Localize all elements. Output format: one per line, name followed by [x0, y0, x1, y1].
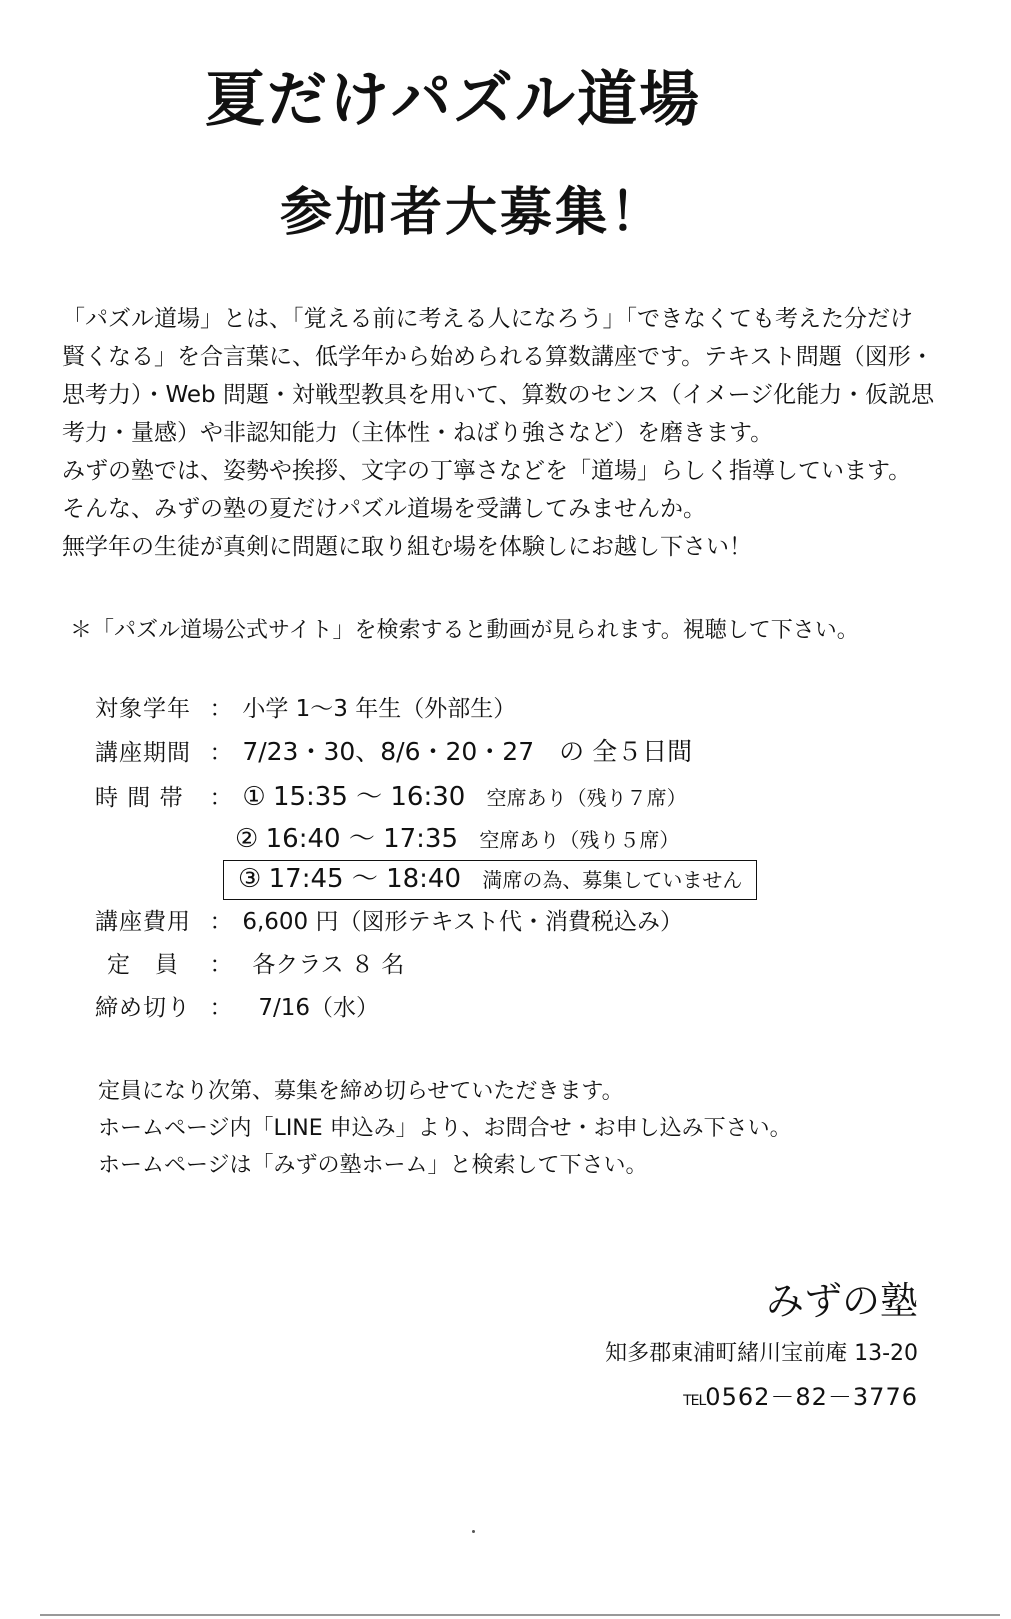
capacity-label: 定 員: [107, 952, 179, 978]
period-value: 7/23・30、8/6・20・27 の 全５日間: [242, 737, 693, 766]
closing-line: ホームページ内「LINE 申込み」より、お問合せ・お申し込み下さい。: [98, 1116, 792, 1141]
intro-line: 考力・量感）や非認知能力（主体性・ねばり強さなど）を磨きます。: [62, 420, 774, 446]
slot-time: 15:35 ～ 16:30: [272, 782, 466, 812]
closing-line: 定員になり次第、募集を締め切らせていただきます。: [98, 1079, 624, 1104]
deadline-row: [95, 989, 379, 1022]
time-row-3-full: [223, 860, 757, 900]
page-edge-line: [40, 1614, 1000, 1616]
flyer-subtitle: 参加者大募集！: [280, 183, 666, 243]
time-label: 時 間 帯: [95, 785, 184, 811]
fee-value: 6,600 円（図形テキスト代・消費税込み）: [242, 909, 684, 935]
colon: ：: [209, 740, 233, 766]
closing-notes: [98, 1073, 792, 1184]
phone-number: 0562－82－3776: [705, 1383, 918, 1411]
intro-line: 「パズル道場」とは、「覚える前に考える人になろう」「できなくても考えた分だけ: [62, 306, 913, 332]
colon: ：: [209, 785, 233, 811]
deadline-label: 締め切り: [95, 995, 191, 1021]
website-note: ＊「パズル道場公式サイト」を検索すると動画が見られます。視聴して下さい。: [70, 618, 859, 643]
organization-address: 知多郡東浦町緒川宝前庵 13-20: [605, 1341, 918, 1366]
time-row-1: [95, 776, 687, 813]
intro-line: みずの塾では、姿勢や挨拶、文字の丁寧さなどを「道場」らしく指導しています。: [62, 458, 912, 484]
tel-prefix: TEL: [683, 1393, 706, 1409]
grade-label: 対象学年: [95, 696, 191, 722]
flyer-title: 夏だけパズル道場: [205, 65, 701, 135]
capacity-row: [95, 946, 404, 979]
closing-line: ホームページは「みずの塾ホーム」と検索して下さい。: [98, 1153, 648, 1178]
slot-number: ③: [238, 864, 262, 894]
colon: ：: [209, 995, 233, 1021]
slot-number: ①: [242, 782, 266, 812]
intro-paragraph: [62, 300, 962, 566]
slot-time: 16:40 ～ 17:35: [265, 824, 459, 854]
intro-line: そんな、みずの塾の夏だけパズル道場を受講してみませんか。: [62, 496, 706, 522]
scan-speck: [472, 1530, 475, 1533]
slot-status: 空席あり（残り５席）: [479, 828, 680, 852]
period-row: [95, 732, 692, 768]
organization-phone: [683, 1377, 918, 1412]
colon: ：: [209, 696, 233, 722]
organization-name: みずの塾: [765, 1279, 918, 1323]
slot-status: 満席の為、募集していません: [482, 868, 743, 892]
fee-label: 講座費用: [95, 909, 191, 935]
slot-number: ②: [235, 824, 259, 854]
intro-line: 思考力）・Web 問題・対戦型教具を用いて、算数のセンス（イメージ化能力・仮説思: [62, 382, 935, 408]
colon: ：: [209, 952, 233, 978]
grade-value: 小学 1～3 年生（外部生）: [242, 696, 517, 722]
period-label: 講座期間: [95, 740, 191, 766]
deadline-value: 7/16（水）: [258, 995, 379, 1021]
intro-line: 無学年の生徒が真剣に問題に取り組む場を体験しにお越し下さい！: [62, 534, 752, 560]
slot-status: 空席あり（残り７席）: [486, 786, 687, 810]
colon: ：: [209, 909, 233, 935]
fee-row: [95, 903, 683, 936]
grade-row: [95, 690, 516, 723]
time-row-2: [235, 818, 679, 855]
slot-time: 17:45 ～ 18:40: [268, 864, 462, 894]
intro-line: 賢くなる」を合言葉に、低学年から始められる算数講座です。テキスト問題（図形・: [62, 344, 934, 370]
capacity-value: 各クラス ８ 名: [252, 952, 405, 978]
